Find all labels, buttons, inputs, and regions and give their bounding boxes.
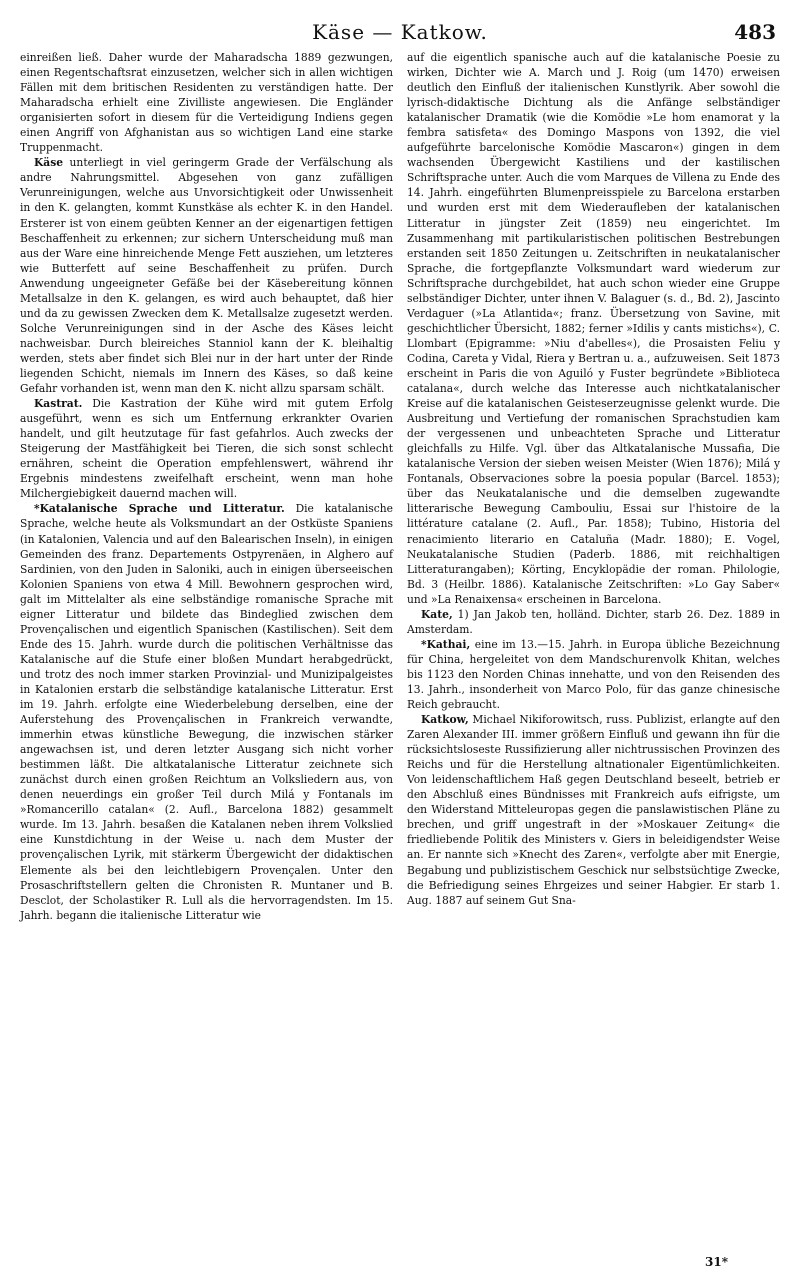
entry-text: eine im 13.—15. Jahrh. in Europa übliche Bezeichnung für China, hergeleitet von dem Mandschurenvolk Khitan, welches bis 1123 den Norden Chinas innehatte, und von den Reisenden des 13. Jahrh., insonderheit von Marco Polo, für das ganze chinesische Reich gebraucht. [407, 637, 780, 712]
paragraph [20, 50, 393, 155]
entry-lemma: *Kathai, [421, 637, 471, 651]
left-column [20, 50, 393, 923]
entry-lemma: Kastrat. [34, 397, 83, 411]
right-column [407, 50, 780, 923]
entry-text: Michael Nikiforowitsch, russ. Publizist, erlangte auf den Zaren Alexander III. immer größern Einfluß und gewann ihn für die rücksichtsloseste Russifizierung aller nichtrussischen Provinzen des Reichs und für die Herstellung altnationaler Eigentümlichkeiten. Von leidenschaftlichem Haß gegen Deutschland beseelt, betrieb er den Abschluß eines Bündnisses mit Frankreich aufs eifrigste, um den Widerstand Mitteleuropas gegen die panslawistischen Pläne zu brechen, und griff ungestraft in der »Moskauer Zeitung« die friedliebende Politik des Ministers v. Giers in beleidigendster Weise an. Er nannte sich »Knecht des Zaren«, verfolgte aber mit Energie, Begabung und publizistischem Geschick nur selbstsüchtige Zwecke, die Befriedigung seines Ehrgeizes und seiner Habgier. Er starb 1. Aug. 1887 auf seinem Gut Sna- [407, 713, 780, 907]
page-number: 483 [734, 20, 776, 44]
paragraph [20, 155, 393, 396]
entry-lemma: *Katalanische Sprache und Litteratur. [34, 502, 285, 516]
entry-lemma: Katkow, [421, 713, 469, 727]
paragraph [20, 396, 393, 501]
entry-text: einreißen ließ. Daher wurde der Maharadscha 1889 gezwungen, einen Regentschaftsrat einzusetzen, welcher sich in allen wichtigen Fällen mit dem britischen Residenten zu verständigen hatte. Der Maharadscha erhielt eine Zivilliste angewiesen. Die Engländer organisierten sofort in diesem für die Verteidigung Indiens gegen einen Angriff von Afghanistan aus so wichtigen Land eine starke Truppenmacht. [20, 51, 393, 155]
entry-text: Die katalanische Sprache, welche heute als Volksmundart an der Ostküste Spaniens (in Katalonien, Valencia und auf den Balearischen Inseln), in einigen Gemeinden des franz. Departements Ostpyrenäen, in Alghero auf Sardinien, von den Juden in Saloniki, auch in einigen überseeischen Kolonien Spaniens von etwa 4 Mill. Bewohnern gesprochen wird, galt im Mittelalter als eine selbständige romanische Sprache mit eigner Litteratur und bildete das Bindeglied zwischen dem Provençalischen und eigentlich Spanischen (Kastilischen). Seit dem Ende des 15. Jahrh. wurde durch die politischen Verhältnisse das Katalanische auf die Stufe einer bloßen Mundart herabgedrückt, und trotz des noch immer starken Provinzial- und Munizipalgeistes in Katalonien erstarb die selbständige katalanische Litteratur. Erst im 19. Jahrh. erfolgte eine Wiederbelebung derselben, eine der Auferstehung des Provençalischen in Frankreich verwandte, immerhin etwas künstliche Bewegung, die inzwischen stärker angewachsen ist, und deren letzter Ausgang sich nicht vorher bestimmen läßt. Die altkatalanische Litteratur zeichnete sich zunächst durch einen großen Reichtum an Volksliedern aus, von denen neuerdings ein großer Teil durch Milá y Fontanals im »Romancerillo catalan« (2. Aufl., Barcelona 1882) gesammelt wurde. Im 13. Jahrh. besaßen die Katalanen neben ihrem Volkslied eine Kunstdichtung in der Weise u. nach dem Muster der provençalischen Lyrik, mit stärkerm Übergewicht der didaktischen Elemente als bei den leichtlebigern Provençalen. Unter den Prosaschriftstellern gelten die Chronisten R. Muntaner und B. Desclot, der Scholastiker R. Lull als die hervorragendsten. Im 15. Jahrh. begann die italienische Litteratur wie [20, 502, 393, 922]
entry-lemma: Käse [34, 156, 64, 170]
entry-lemma: Kate, [421, 607, 453, 621]
paragraph [407, 712, 780, 908]
entry-text: 1) Jan Jakob ten, holländ. Dichter, starb 26. Dez. 1889 in Amsterdam. [407, 607, 781, 636]
sheet-signature: 31* [705, 1255, 728, 1269]
paragraph [407, 607, 780, 637]
entry-text: Die Kastration der Kühe wird mit gutem Erfolg ausgeführt, wenn es sich um Entfernung erkrankter Ovarien handelt, und gilt heutzutage für fast gefahrlos. Auch zwecks der Steigerung der Mastfähigkeit bei Tieren, die sich sonst schlecht ernähren, scheint die Operation empfehlenswert, während ihr Ergebnis mindestens zweifelhaft erscheint, wenn man hohe Milchergiebigkeit dauernd machen will. [20, 397, 393, 501]
paragraph [407, 50, 780, 607]
running-header [20, 10, 780, 50]
entry-text: unterliegt in viel geringerm Grade der Verfälschung als andre Nahrungsmittel. Abgesehen von ganz zufälligen Verunreinigungen, welche aus Unvorsichtigkeit oder Unwissenheit in den K. gelangten, kommt Kunstkäse als echter K. in den Handel. Ersterer ist von einem geübten Kenner an der eigenartigen fettigen Beschaffenheit zu erkennen; zur sichern Unterscheidung muß man aus der Ware eine hinreichende Menge Fett ausziehen, um letzteres wie Butterfett auf seine Beschaffenheit zu prüfen. Durch Anwendung ungeeigneter Gefäße bei der Käsebereitung können Metallsalze in den K. gelangen, es wird auch behauptet, daß hier und da zu gewissen Zwecken dem K. Metallsalze zugesetzt werden. Solche Verunreinigungen sind in der Asche des Käses leicht nachweisbar. Durch bleireiches Stanniol kann der K. bleihaltig werden, stets aber findet sich Blei nur in der hart unter der Rinde liegenden Schicht, niemals im Innern des Käses, so daß keine Gefahr vorhanden ist, wenn man den K. nicht allzu sparsam schält. [20, 156, 393, 396]
paragraph [407, 637, 780, 712]
paragraph [20, 501, 393, 922]
entry-text: auf die eigentlich spanische auch auf die katalanische Poesie zu wirken, Dichter wie A. March und J. Roig (um 1470) erweisen deutlich den Einfluß der italienischen Kunstlyrik. Aber sowohl die lyrisch-didaktische Dichtung als die Anfänge selbständiger katalanischer Dramatik (wie die Komödie »Le hom enamorat y la fembra satisfeta« des Domingo Maspons von 1392, die viel aufgeführte barcelonische Komödie Mascaron«) gingen in dem wachsenden Übergewicht Kastiliens und der kastilischen Schriftsprache unter. Auch die vom Marques de Villena zu Ende des 14. Jahrh. eingeführten Blumenpreisspiele zu Barcelona erstarben und wurden erst mit dem Wiederaufleben der katalanischen Litteratur in jüngster Zeit (1859) neu eingerichtet. Im Zusammenhang mit partikularistischen politischen Bestrebungen erstanden seit 1850 Zeitungen u. Zeitschriften in neukatalanischer Sprache, die fortgepflanzte Volksmundart ward wiederum zur Schriftsprache durchgebildet, hat auch schon wieder eine Gruppe selbständiger Dichter, unter ihnen V. Balaguer (s. d., Bd. 2), Jascinto Verdaguer (»La Atlantida«; franz. Übersetzung von Savine, mit geschichtlicher Übersicht, 1882; ferner »Idilis y cants mistichs«), C. Llombart (Epigramme: »Niu d'abelles«), die Prosaisten Feliu y Codina, Careta y Vidal, Riera y Bertran u. a., aufzuweisen. Seit 1873 erscheint in Paris die von Aguiló y Fuster begründete »Biblioteca catalana«, durch welche das Interesse auch nichtkatalanischer Kreise auf die katalanischen Geisteserzeugnisse gelenkt wurde. Die Ausbreitung und Vertiefung der romanischen Sprachstudien kam der vergessenen und unbeachteten Sprache und Litteratur gleichfalls zu Hilfe. Vgl. über das Altkatalanische Mussafia, Die katalanische Version der sieben weisen Meister (Wien 1876); Milá y Fontanals, Observaciones sobre la poesia popular (Barcel. 1853); über das Neukatalanische und die demselben zugewandte litterarische Bewegung Cambouliu, Essai sur l'histoire de la littérature catalane (2. Aufl., Par. 1858); Tubino, Historia del renacimiento literario en Cataluña (Madr. 1880); E. Vogel, Neukatalanische Studien (Paderb. 1886, mit reichhaltigen Litteraturangaben); Körting, Encyklopädie der roman. Philologie, Bd. 3 (Heilbr. 1886). Katalanische Zeitschriften: »Lo Gay Saber« und »La Renaixensa« erscheinen in Barcelona. [407, 51, 780, 606]
header-title: Käse — Katkow. [312, 20, 488, 44]
text-columns [20, 50, 780, 923]
